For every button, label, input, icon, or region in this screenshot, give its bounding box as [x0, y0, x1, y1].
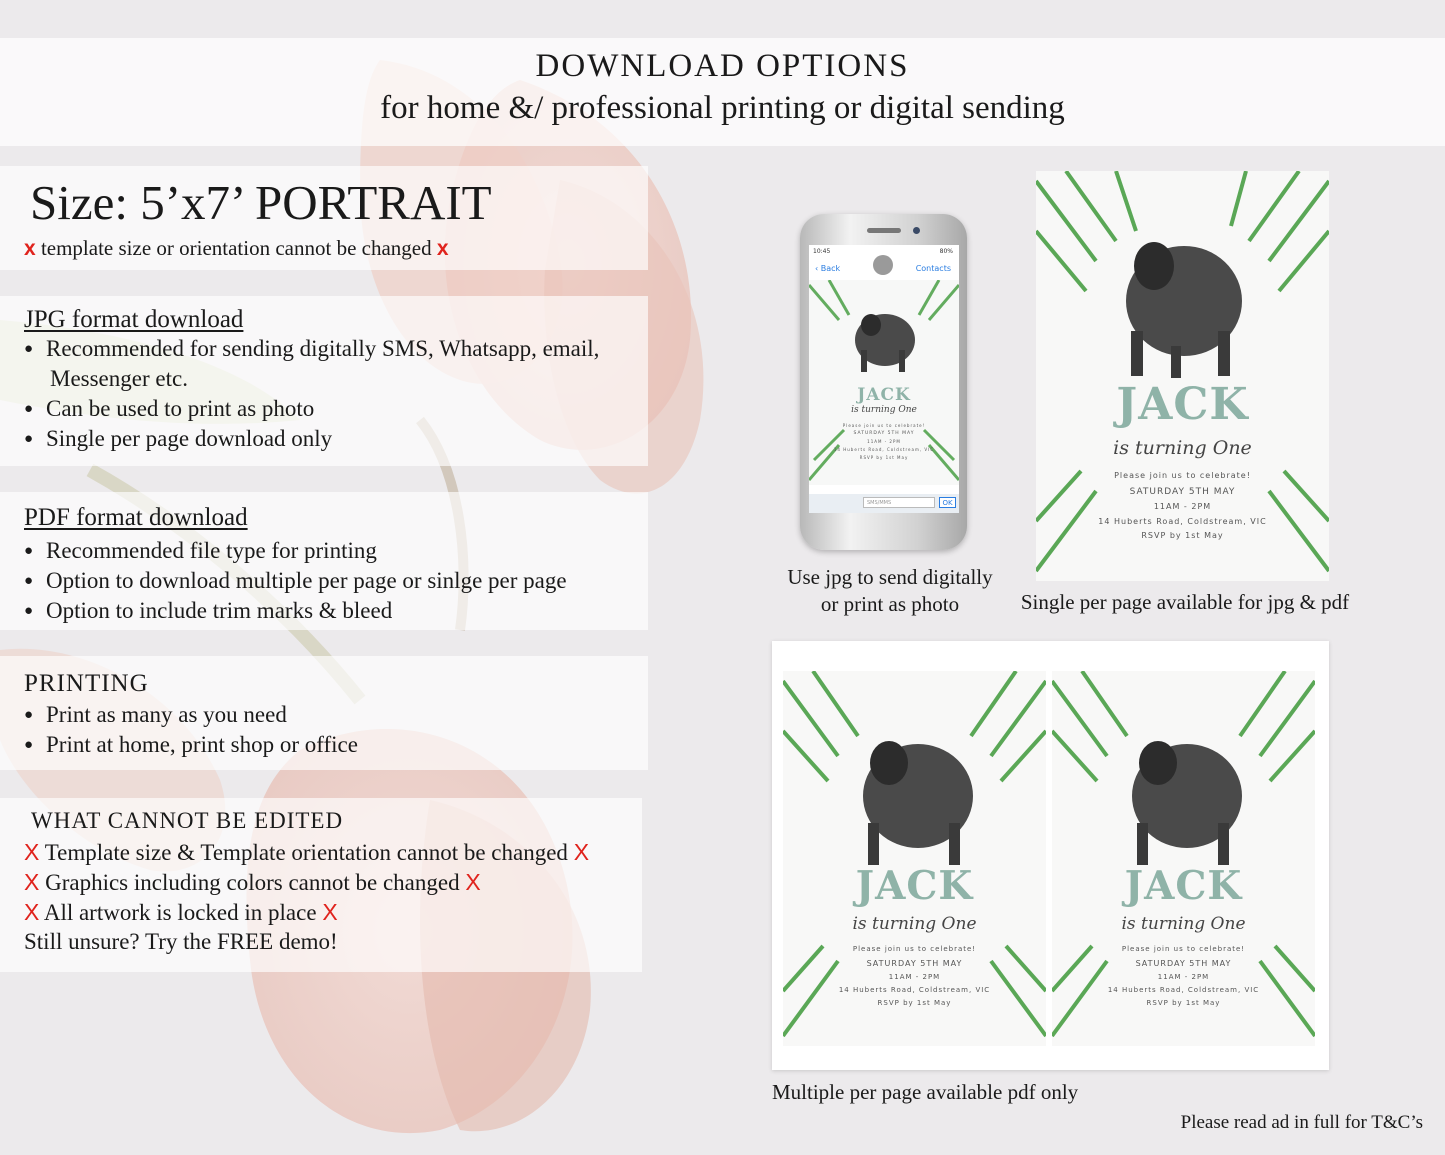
sms-compose-bar: [809, 494, 959, 513]
x-mark-icon: X: [24, 839, 40, 865]
printing-list: [24, 700, 358, 760]
invite-name: JACK: [1124, 863, 1243, 909]
invite-line: 14 Huberts Road, Coldstream, VIC: [1098, 517, 1267, 526]
terms-note: Please read ad in full for T&C’s: [1180, 1112, 1423, 1133]
invite-line: SATURDAY 5TH MAY: [1135, 959, 1232, 968]
x-mark-icon: X: [322, 899, 338, 925]
invite-line: RSVP by 1st May: [1146, 999, 1221, 1007]
size-note: [24, 236, 449, 261]
contact-avatar-icon: [873, 255, 893, 275]
list-item: ● Recommended file type for printing: [24, 536, 567, 566]
multi-per-page-sheet: [772, 641, 1329, 1070]
invite-line: 11AM - 2PM: [1157, 973, 1210, 981]
size-title: Size: 5’x7’ PORTRAIT: [30, 175, 492, 230]
pdf-list: [24, 536, 567, 626]
send-ok-button[interactable]: OK: [939, 497, 956, 508]
invite-line: Please join us to celebrate!: [852, 945, 977, 953]
cannot-edit-heading: WHAT CANNOT BE EDITED: [31, 808, 344, 833]
invite-script: is turning One: [851, 405, 917, 415]
x-mark-icon: x: [436, 237, 449, 260]
x-mark-icon: X: [24, 869, 40, 895]
invite-line: 11AM - 2PM: [888, 973, 941, 981]
invite-line: Please join us to celebrate!: [1121, 945, 1246, 953]
invite-line: 14 Huberts Road, Coldstream, VIC: [838, 986, 991, 994]
invite-name: JACK: [855, 863, 974, 909]
size-note-text: template size or orientation cannot be changed: [40, 236, 432, 260]
x-mark-icon: x: [24, 237, 36, 260]
list-item: ● Print as many as you need: [24, 700, 358, 730]
pdf-panel: [0, 492, 648, 630]
multi-invite-card: [1052, 671, 1315, 1046]
pdf-heading: PDF format download: [24, 504, 248, 531]
x-mark-icon: X: [465, 869, 481, 895]
invite-line: Please join us to celebrate!: [842, 423, 926, 428]
invite-line: SATURDAY 5TH MAY: [1129, 487, 1236, 497]
single-caption: Single per page available for jpg & pdf: [1020, 590, 1350, 614]
cannot-edit-line: X Graphics including colors cannot be changed X: [24, 869, 481, 895]
invite-line: RSVP by 1st May: [859, 455, 909, 460]
list-item: ● Option to download multiple per page or sinlge per page: [24, 566, 567, 596]
invite-line: 11AM - 2PM: [867, 439, 901, 444]
banner-subtitle: for home &/ professional printing or digital sending: [380, 90, 1065, 126]
cannot-edit-panel: [0, 798, 642, 972]
invite-script: is turning One: [1121, 914, 1246, 934]
sms-input[interactable]: SMS/MMS: [863, 497, 935, 508]
invite-script: is turning One: [1113, 437, 1252, 459]
cannot-edit-line: X All artwork is locked in place X: [24, 899, 338, 925]
invite-line: SATURDAY 5TH MAY: [853, 431, 915, 436]
x-mark-icon: X: [24, 899, 40, 925]
invite-line: Please join us to celebrate!: [1114, 471, 1251, 480]
invite-line: 11AM - 2PM: [1153, 502, 1212, 511]
multi-caption: Multiple per page available pdf only: [772, 1080, 1079, 1104]
list-item: ● Can be used to print as photo: [24, 394, 599, 424]
jpg-panel: [0, 296, 648, 466]
status-time: 10:45: [813, 248, 831, 255]
phone-speaker: [867, 228, 901, 233]
printing-heading: PRINTING: [24, 670, 149, 697]
invite-line: 14 Huberts Road, Coldstream, VIC: [1107, 986, 1260, 994]
printing-panel: [0, 656, 648, 770]
phone-camera-icon: [913, 227, 920, 234]
status-battery: 80%: [939, 248, 953, 255]
invite-line: SATURDAY 5TH MAY: [866, 959, 963, 968]
banner-title: DOWNLOAD OPTIONS: [535, 48, 910, 84]
jpg-list: [24, 334, 599, 454]
header-banner: [0, 38, 1445, 146]
jpg-heading: JPG format download: [24, 306, 244, 333]
multi-invite-card: [783, 671, 1046, 1046]
contacts-link[interactable]: Contacts: [915, 264, 951, 273]
invite-name: JACK: [1116, 379, 1249, 430]
phone-screen: [809, 245, 959, 513]
list-item: ● Option to include trim marks & bleed: [24, 596, 567, 626]
back-link[interactable]: ‹ Back: [815, 264, 841, 273]
x-mark-icon: X: [573, 839, 590, 865]
invite-line: RSVP by 1st May: [877, 999, 952, 1007]
demo-line: Still unsure? Try the FREE demo!: [24, 929, 338, 954]
single-invite-card: [1036, 171, 1329, 581]
list-item: ● Recommended for sending digitally SMS, Whatsapp, email, Messenger etc.: [24, 334, 599, 394]
size-panel: [0, 166, 648, 270]
list-item: ● Print at home, print shop or office: [24, 730, 358, 760]
invite-line: 14 Huberts Road, Coldstream, VIC: [833, 447, 935, 452]
invite-name: JACK: [857, 385, 911, 405]
list-item: ● Single per page download only: [24, 424, 599, 454]
cannot-edit-line: X Template size & Template orientation cannot be changed X: [24, 839, 590, 865]
phone-caption: Use jpg to send digitally or print as photo: [787, 565, 993, 616]
invite-line: RSVP by 1st May: [1141, 531, 1224, 540]
invite-script: is turning One: [852, 914, 977, 934]
